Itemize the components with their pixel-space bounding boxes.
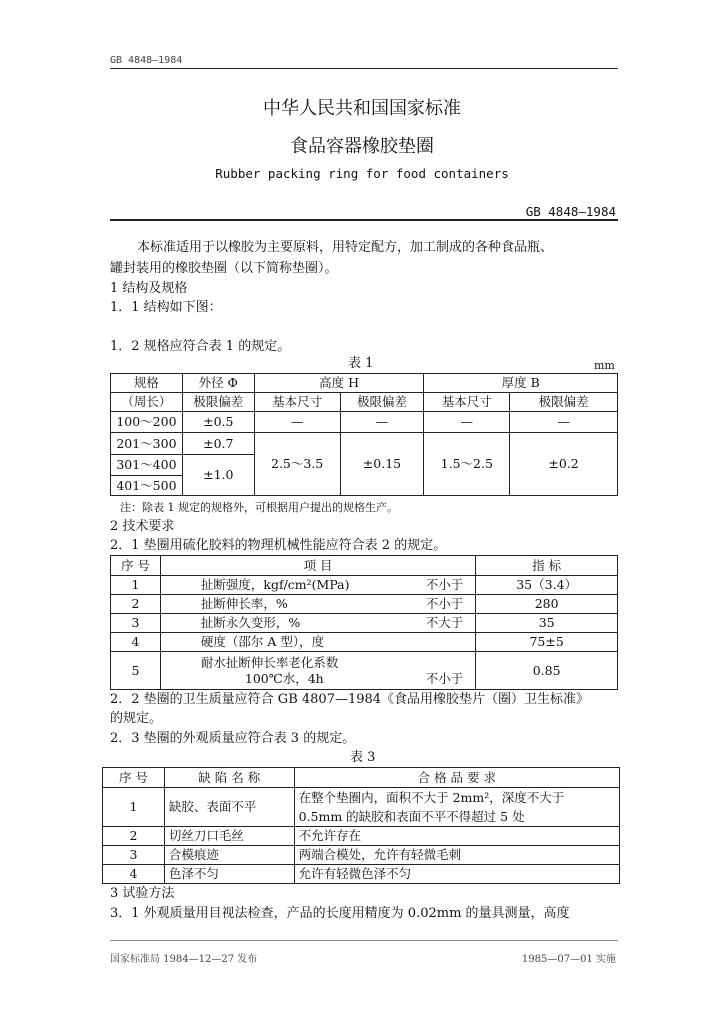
t2-cell-no: 2 (111, 595, 161, 614)
section-1-heading: 1 结构及规格 (110, 281, 188, 296)
t2-item-text: 扯断伸长率，% (200, 596, 288, 611)
national-standard-title: 中华人民共和国国家标准 (263, 98, 461, 119)
t1-cell: ±0.7 (182, 433, 254, 455)
t3-cell-no: 2 (103, 827, 165, 846)
t1-cell-thick-merged: 1.5～2.5 (424, 433, 510, 496)
table-1 (110, 373, 618, 496)
table-row (111, 595, 618, 614)
t1-cell-od-merged: ±1.0 (182, 455, 254, 496)
table-row (103, 846, 620, 865)
section-2-1: 2．1 垫圈用硫化胶料的物理机械性能应符合表 2 的规定。 (110, 538, 447, 553)
table-row (111, 633, 618, 652)
t2-item-cond: 不小于 (425, 596, 464, 611)
t3-cell-req: 允许有轻微色泽不匀 (294, 865, 619, 884)
table-row (111, 576, 618, 595)
footer-rule (110, 940, 618, 941)
table-row (103, 788, 620, 827)
t1-cell: — (510, 412, 618, 433)
t1-header-basic-b: 基本尺寸 (424, 393, 510, 412)
table-row (111, 614, 618, 633)
t1-header-spec2: （周长） (111, 393, 183, 412)
t1-header-tol-b: 极限偏差 (510, 393, 618, 412)
t2-header-index: 指 标 (476, 556, 618, 576)
t1-cell: — (254, 412, 340, 433)
t1-header-od2: 极限偏差 (182, 393, 254, 412)
t2-item-text: 扯断强度，kgf/cm²(MPa) (200, 577, 350, 592)
section-1-1: 1．1 结构如下图： (110, 300, 222, 315)
t2-item-text: 耐水扯断伸长率老化系数 (200, 654, 339, 670)
table1-caption: 表 1 (348, 356, 374, 371)
table-3 (102, 767, 620, 884)
t3-cell-no: 1 (103, 788, 165, 827)
t2-item-condition-text: 100℃水，4h (244, 670, 324, 686)
section-3-1: 3．1 外观质量用目视法检查，产品的长度用精度为 0.02mm 的量具测量，高度 (110, 906, 570, 921)
t1-header-od: 外径 Φ (182, 374, 254, 393)
section-2-heading: 2 技术要求 (110, 519, 175, 534)
t3-header-defect: 缺 陷 名 称 (164, 768, 294, 788)
t2-header-no: 序 号 (111, 556, 161, 576)
t3-cell-defect: 合模痕迹 (164, 846, 294, 865)
section-2-3: 2．3 垫圈的外观质量应符合表 3 的规定。 (110, 731, 356, 746)
t1-header-height: 高度 H (254, 374, 424, 393)
t3-cell-req (294, 788, 619, 827)
standard-title: 食品容器橡胶垫圈 (290, 136, 434, 157)
t2-item-cond: 不大于 (425, 615, 464, 630)
section-1-2: 1．2 规格应符合表 1 的规定。 (110, 339, 291, 354)
t1-cell: — (424, 412, 510, 433)
t3-cell-defect: 切丝刀口毛丝 (164, 827, 294, 846)
t1-cell: 100～200 (111, 412, 183, 433)
t1-cell-thick-tol-merged: ±0.2 (510, 433, 618, 496)
t2-cell-val: 280 (476, 595, 618, 614)
t2-cell-item (160, 595, 475, 614)
t1-cell: ±0.5 (182, 412, 254, 433)
t2-cell-item (160, 614, 475, 633)
t2-item-cond: 不小于 (425, 670, 464, 686)
standard-number: GB 4848—1984 (525, 204, 616, 219)
header-rule (110, 68, 618, 69)
t1-cell: 401～500 (111, 476, 183, 496)
t2-cell-no: 5 (111, 652, 161, 690)
title-rule (110, 219, 618, 221)
t3-cell-req: 不允许存在 (294, 827, 619, 846)
t1-header-spec: 规格 (111, 374, 183, 393)
t3-cell-no: 4 (103, 865, 165, 884)
table3-caption: 表 3 (350, 750, 376, 765)
t2-item-text: 扯断永久变形，% (200, 615, 301, 630)
footer-effective: 1985—07—01 实施 (521, 954, 616, 965)
t3-cell-defect: 色泽不匀 (164, 865, 294, 884)
t2-cell-val: 35（3.4） (476, 576, 618, 595)
t3-header-req: 合 格 品 要 求 (294, 768, 619, 788)
t1-cell: — (340, 412, 424, 433)
section-3-heading: 3 试验方法 (110, 886, 175, 901)
t2-cell-item (160, 652, 475, 690)
t2-cell-no: 4 (111, 633, 161, 652)
table1-note: 注：除表 1 规定的规格外，可根据用户提出的规格生产。 (120, 501, 398, 514)
t3-header-no: 序 号 (103, 768, 165, 788)
intro-line-1: 本标准适用于以橡胶为主要原料，用特定配方，加工制成的各种食品瓶、 (137, 240, 554, 255)
section-2-2-line-1: 2．2 垫圈的卫生质量应符合 GB 4807—1984《食品用橡胶垫片（圈）卫生标准》 (110, 692, 590, 707)
table-row (111, 652, 618, 690)
t1-header-thickness: 厚度 B (424, 374, 618, 393)
t1-cell: 201～300 (111, 433, 183, 455)
page-header-code: GB 4848—1984 (110, 55, 183, 66)
table-2 (110, 555, 618, 690)
t2-cell-val: 35 (476, 614, 618, 633)
table-row (111, 412, 618, 433)
t1-header-tol-h: 极限偏差 (340, 393, 424, 412)
footer-issued: 国家标准局 1984—12—27 发布 (110, 954, 258, 965)
t2-cell-val: 0.85 (476, 652, 618, 690)
t1-cell-height-tol-merged: ±0.15 (340, 433, 424, 496)
t1-header-basic-h: 基本尺寸 (254, 393, 340, 412)
t2-cell-item (160, 633, 475, 652)
t2-item-cond: 不小于 (425, 577, 464, 592)
t2-header-item: 项 目 (160, 556, 475, 576)
section-2-2-line-2: 的规定。 (110, 711, 163, 726)
t3-cell-req: 两端合模处，允许有轻微毛刺 (294, 846, 619, 865)
t3-cell-no: 3 (103, 846, 165, 865)
table1-unit: mm (594, 359, 615, 372)
t2-cell-no: 3 (111, 614, 161, 633)
t1-cell-height-merged: 2.5～3.5 (254, 433, 340, 496)
t2-cell-no: 1 (111, 576, 161, 595)
intro-line-2: 罐封装用的橡胶垫圈（以下简称垫圈）。 (110, 261, 338, 276)
english-title: Rubber packing ring for food containers (215, 166, 509, 181)
t3-req-line-1: 在整个垫圈内，面积不大于 2mm²，深度不大于 (298, 790, 565, 805)
t2-cell-val: 75±5 (476, 633, 618, 652)
t2-cell-item (160, 576, 475, 595)
t1-cell: 301～400 (111, 455, 183, 476)
t3-cell-defect: 缺胶、表面不平 (164, 788, 294, 827)
table-row (103, 827, 620, 846)
table-row (103, 865, 620, 884)
t2-item-text: 硬度（邵尔 A 型），度 (200, 634, 325, 649)
table-row (111, 433, 618, 455)
t2-item-subtext (201, 671, 475, 687)
t3-req-line-2: 0.5mm 的缺胶和表面不平不得超过 5 处 (298, 809, 525, 824)
